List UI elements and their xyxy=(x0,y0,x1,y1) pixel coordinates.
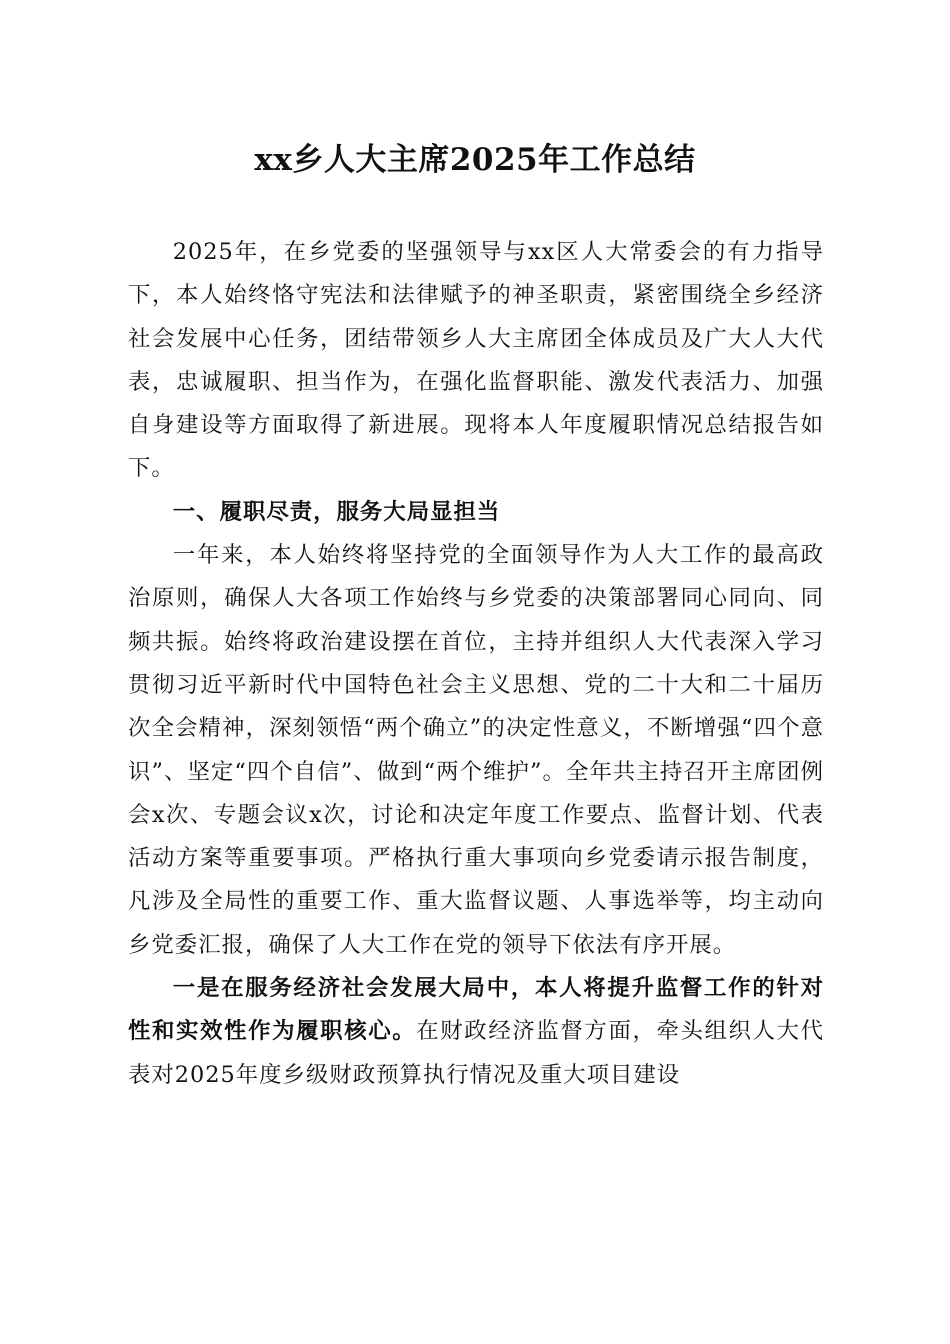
section-1-paragraph-1: 一年来，本人始终将坚持党的全面领导作为人大工作的最高政治原则，确保人大各项工作始终与乡党委的决策部署同心同向、同频共振。始终将政治建设摆在首位，主持并组织人大代表深入学习贯彻习近平新时代中国特色社会主义思想、党的二十大和二十届历次全会精神，深刻领悟“两个确立”的决定性意义，不断增强“四个意识”、坚定“四个自信”、做到“两个维护”。全年共主持召开主席团例会x次、专题会议x次，讨论和决定年度工作要点、监督计划、代表活动方案等重要事项。严格执行重大事项向乡党委请示报告制度，凡涉及全局性的重要工作、重大监督议题、人事选举等，均主动向乡党委汇报，确保了人大工作在党的领导下依法有序开展。 xyxy=(128,542,824,958)
section-1-paragraph-2 xyxy=(128,967,824,1097)
document-title: xx乡人大主席2025年工作总结 xyxy=(254,142,696,178)
document-body xyxy=(128,231,824,1097)
paragraph-continuation: 在财政经济监督方面，牵头组织人大代表对2025年度乡级财政预算执行情况及重大项目建设 xyxy=(128,1018,825,1088)
intro-paragraph: 2025年，在乡党委的坚强领导与xx区人大常委会的有力指导下，本人始终恪守宪法和法律赋予的神圣职责，紧密围绕全乡经济社会发展中心任务，团结带领乡人大主席团全体成员及广大人大代表，忠诚履职、担当作为，在强化监督职能、激发代表活力、加强自身建设等方面取得了新进展。现将本人年度履职情况总结报告如下。 xyxy=(128,239,824,482)
paragraph-lead-sentence: 一是在服务经济社会发展大局中，本人将提升监督工作的针对性和实效性作为履职核心。 xyxy=(128,975,824,1045)
section-heading-1: 一、履职尽责，服务大局显担当 xyxy=(172,498,501,525)
